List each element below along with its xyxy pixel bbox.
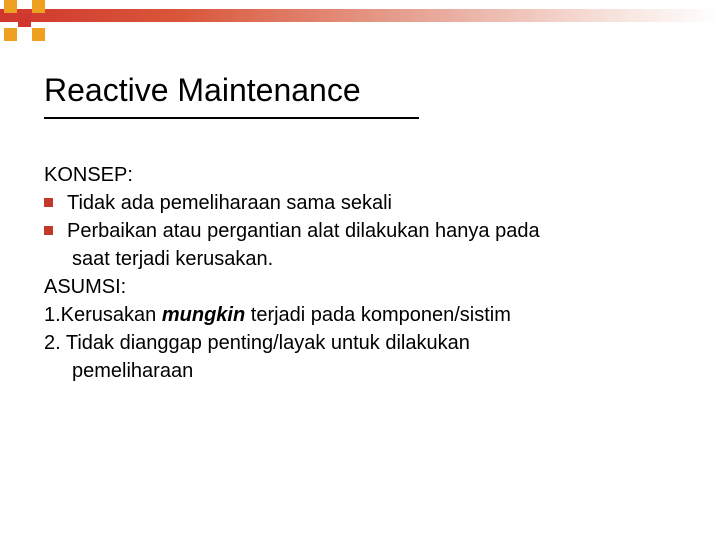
asumsi-item-2-continuation: pemeliharaan xyxy=(72,360,194,382)
deco-square-orange xyxy=(32,0,45,13)
deco-square-orange xyxy=(4,0,17,13)
header-gradient-bar xyxy=(0,9,720,22)
deco-square-orange xyxy=(32,28,45,41)
list-item xyxy=(44,189,704,217)
konsep-item-continuation: saat terjadi kerusakan. xyxy=(72,248,274,270)
decorative-squares xyxy=(0,0,60,48)
konsep-item-text: Perbaikan atau pergantian alat dilakukan hanya pada xyxy=(67,220,540,242)
deco-square-orange xyxy=(4,28,17,41)
asumsi-1-emphasis: mungkin xyxy=(161,304,246,326)
asumsi-item-2: 2. Tidak dianggap penting/layak untuk dilakukan xyxy=(44,332,470,354)
list-item xyxy=(44,217,704,245)
title-underline xyxy=(44,117,419,119)
square-bullet-icon xyxy=(44,226,53,235)
asumsi-heading: ASUMSI: xyxy=(44,276,127,298)
asumsi-1-suffix: terjadi pada komponen/sistim xyxy=(245,304,511,326)
asumsi-item-1 xyxy=(44,301,704,329)
konsep-heading: KONSEP: xyxy=(44,164,133,186)
slide-body xyxy=(44,161,704,385)
asumsi-1-prefix: 1.Kerusakan xyxy=(44,304,162,326)
slide-title: Reactive Maintenance xyxy=(44,72,361,108)
konsep-item-text: Tidak ada pemeliharaan sama sekali xyxy=(67,192,392,214)
deco-square-red xyxy=(18,14,31,27)
square-bullet-icon xyxy=(44,198,53,207)
